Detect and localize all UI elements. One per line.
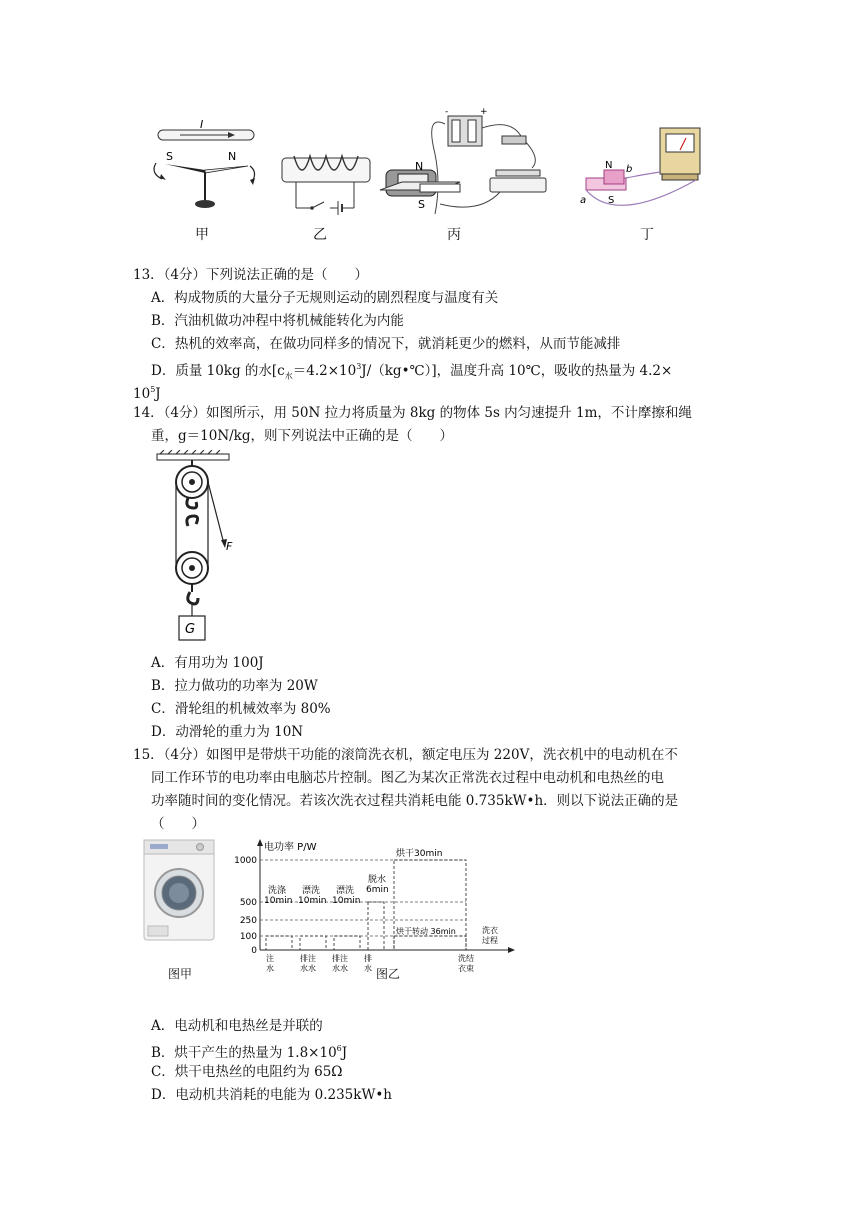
x-step-label: 注: [266, 954, 274, 963]
segment-duration: 6min: [366, 885, 389, 895]
jia-s-pole: S: [166, 150, 173, 163]
segment-label: 烘干30min: [396, 849, 443, 859]
x-step-label: 水水: [332, 964, 348, 973]
q15-option-b: B．烘干产生的热量为 $1.8\times 10^6J$: [151, 1044, 348, 1061]
x-axis-label-2: 过程: [482, 936, 498, 945]
caption-ding: 丁: [640, 227, 654, 243]
caption-yi: 乙: [313, 227, 327, 243]
caption-jia: 甲: [195, 227, 209, 243]
q14-option-c: C．滑轮组的机械效率为 80%: [151, 701, 331, 717]
fig-caption-jia: 图甲: [168, 967, 193, 981]
x-step-label: 衣束: [458, 964, 474, 973]
q14-option-d: D．动滑轮的重力为 10N: [151, 724, 304, 740]
y-axis-label: 电功率 P/W: [264, 842, 317, 853]
drying-motor-bar: [394, 936, 466, 950]
y-tick-label: 1000: [234, 856, 257, 866]
segment-label: 漂洗: [302, 886, 321, 896]
x-axis-arrow: [508, 947, 515, 953]
q14-option-a: A．有用功为 100J: [151, 655, 264, 671]
q15-stem-2: 同工作环节的电功率由电脑芯片控制。图乙为某次正常洗衣过程中电动机和电热丝的电: [151, 770, 664, 786]
q14-stem-1: 14．（4分）如图所示，用 50N 拉力将质量为 8kg 的物体 5s 内匀速提升 1m，不计摩擦和绳: [133, 405, 692, 421]
y-tick-label: 250: [239, 916, 257, 926]
segment-duration: 10min: [298, 896, 327, 906]
q13-option-b: B．汽油机做功冲程中将机械能转化为内能: [151, 313, 404, 329]
q15-option-d: D．电动机共消耗的电能为 0.235kW•h: [151, 1087, 392, 1103]
x-step-label: 排: [364, 954, 372, 963]
x-step-label: 水水: [300, 964, 316, 973]
x-step-label: 水: [266, 964, 274, 973]
weight-label: G: [185, 622, 196, 637]
figure-yi: [282, 156, 370, 215]
svg-text:N: N: [605, 160, 613, 171]
q15-stem-4: （ ）: [151, 816, 205, 832]
washing-machine-image: [142, 838, 216, 942]
q13-option-a: A．构成物质的大量分子无规则运动的剧烈程度与温度有关: [151, 290, 499, 306]
force-label: F: [226, 540, 233, 553]
segment-duration: 10min: [332, 896, 361, 906]
fig-caption-yi: 图乙: [376, 967, 401, 981]
power-time-chart: [230, 838, 520, 978]
q13-stem: 13．（4分）下列说法正确的是（ ）: [133, 267, 369, 283]
q15-option-c: C．烘干电热丝的电阻约为 65Ω: [151, 1064, 343, 1080]
figure-jia: [154, 118, 255, 208]
svg-text:-: -: [445, 108, 449, 117]
svg-text:N: N: [415, 160, 424, 173]
figure-ding: [580, 128, 700, 206]
segment-label: 烘干转动 36min: [396, 927, 456, 936]
x-step-label: 洗结: [458, 954, 474, 963]
y-tick-label: 0: [251, 946, 257, 956]
drying-heater-bar: [394, 860, 466, 950]
x-step-label: 水: [364, 964, 372, 973]
segment-duration: 10min: [264, 896, 293, 906]
x-step-label: 排注: [332, 954, 348, 963]
x-step-label: 排注: [300, 954, 316, 963]
svg-text:S: S: [418, 198, 425, 211]
q15-stem-3: 功率随时间的变化情况。若该次洗衣过程共消耗电能 0.735kW•h．则以下说法正确的是: [151, 793, 679, 809]
q15-stem-1: 15．（4分）如图甲是带烘干功能的滚筒洗衣机，额定电压为 220V，洗衣机中的电动机在不: [133, 747, 678, 763]
segment-label: 漂洗: [336, 886, 355, 896]
x-axis-label-1: 洗衣: [482, 926, 498, 935]
segment-label: 脱水: [368, 875, 387, 885]
jia-n-pole: N: [228, 150, 237, 163]
segment-label: 洗涤: [268, 886, 287, 896]
y-axis-arrow: [257, 839, 263, 846]
q14-option-b: B．拉力做功的功率为 20W: [151, 678, 318, 694]
segment-bar: [300, 936, 326, 950]
q13-option-d: D．质量 10kg 的水$[c_水=4.2\times 10^3J/(kg•℃)]$，温度升高 10℃，吸收的热量为 4.2×: [151, 362, 673, 381]
caption-bing: 丙: [447, 227, 461, 243]
q13-option-d-line2: $10^5J$: [133, 385, 161, 402]
segment-bar: [334, 936, 360, 950]
current-label: I: [200, 118, 204, 131]
q13-option-c: C．热机的效率高，在做功同样多的情况下，就消耗更少的燃料，从而节能减排: [151, 336, 621, 352]
svg-text:a: a: [580, 195, 587, 206]
y-tick-label: 100: [239, 932, 257, 942]
segment-bar: [266, 936, 292, 950]
svg-text:+: +: [480, 108, 488, 117]
q15-option-a: A．电动机和电热丝是并联的: [151, 1018, 323, 1034]
top-figure-row: [140, 108, 720, 243]
segment-bar: [368, 902, 384, 950]
q14-stem-2: 重，g＝10N/kg，则下列说法中正确的是（ ）: [151, 428, 454, 444]
svg-text:b: b: [626, 164, 633, 175]
y-tick-label: 500: [239, 898, 257, 908]
pulley-figure: [152, 450, 252, 645]
svg-text:S: S: [608, 195, 615, 206]
figure-bing: [380, 108, 546, 214]
